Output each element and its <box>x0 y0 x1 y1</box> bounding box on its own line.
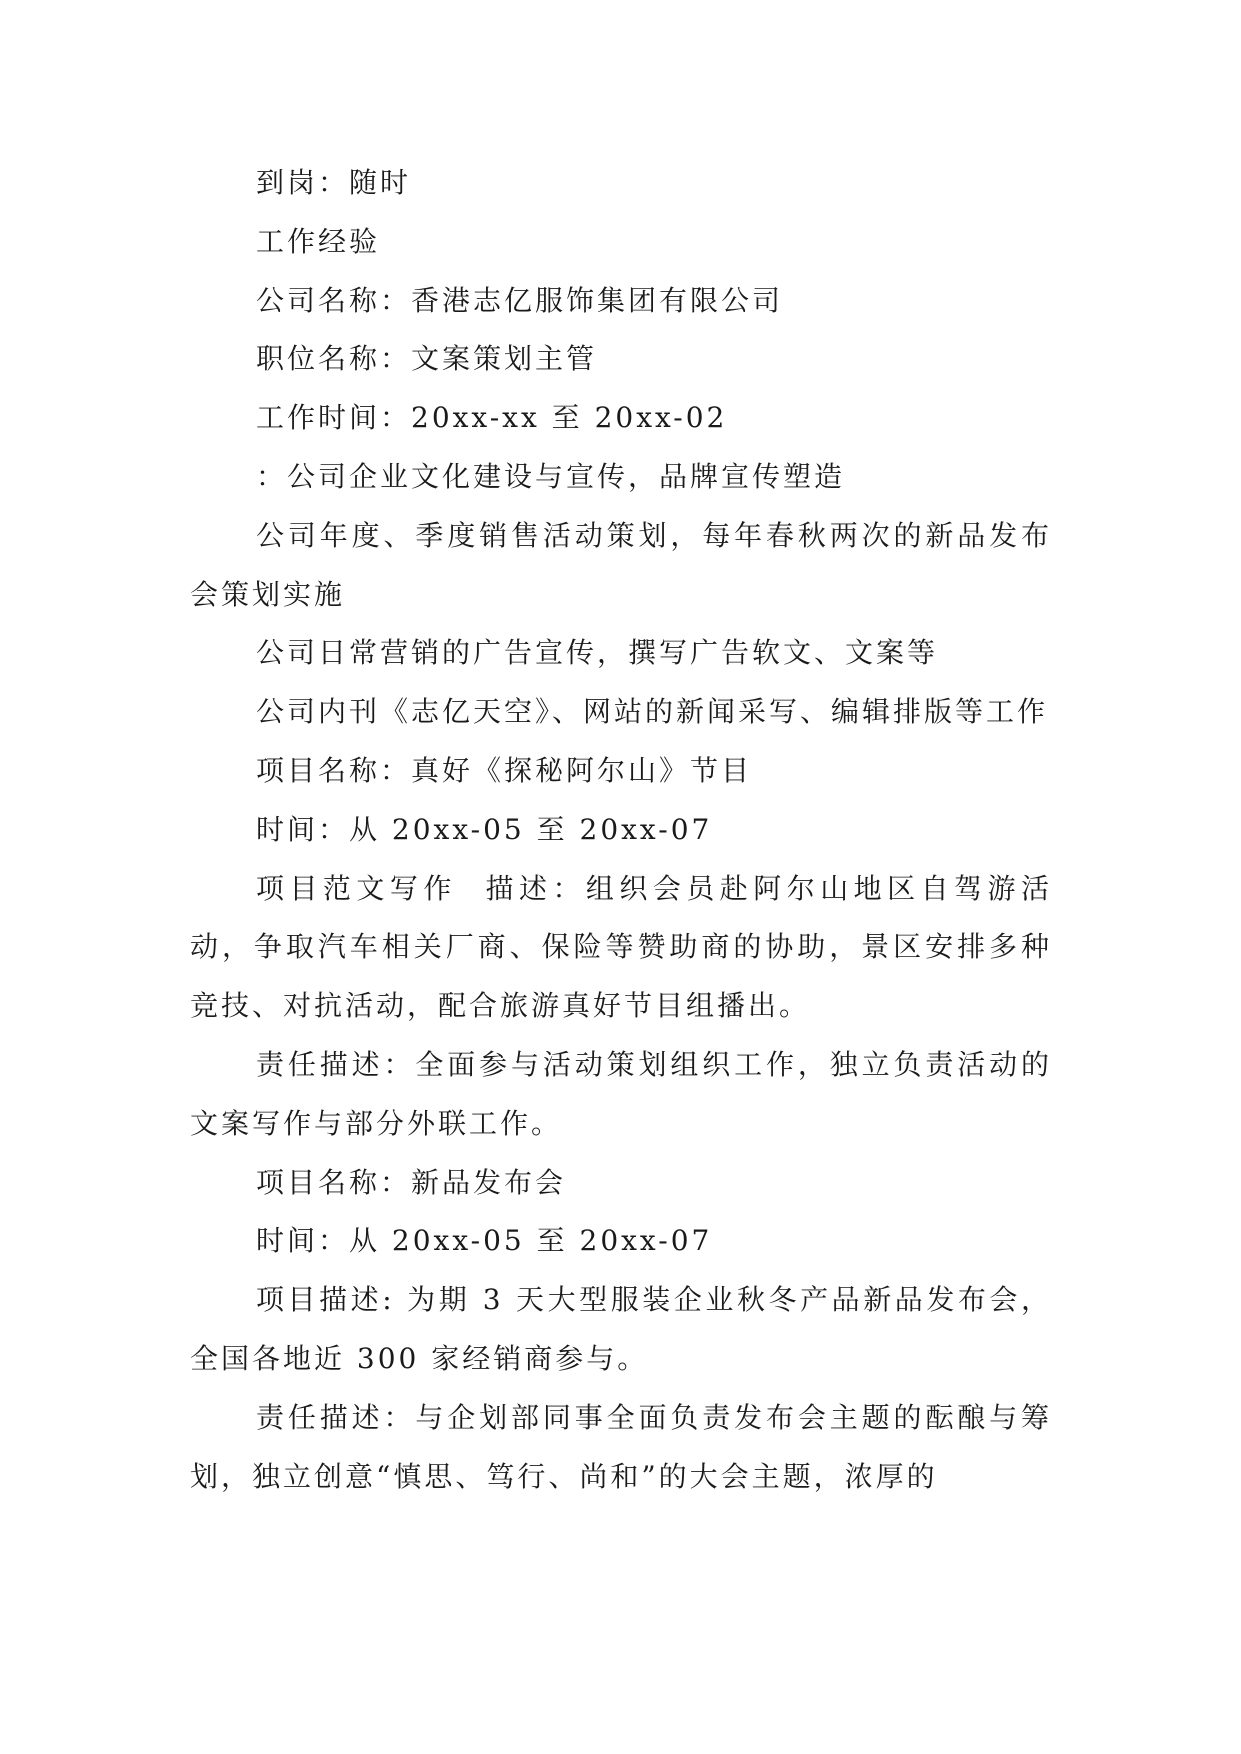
document-body <box>190 154 1052 1506</box>
paragraph-duty-newsletter: 公司内刊《志亿天空》、网站的新闻采写、编辑排版等工作 <box>256 695 1049 729</box>
paragraph-duty-culture: ：公司企业文化建设与宣传，品牌宣传塑造 <box>256 459 846 493</box>
paragraph-project1-name: 项目名称：真好《探秘阿尔山》节目 <box>256 753 753 787</box>
paragraph-project2-responsibility: 责任描述：与企划部同事全面负责发布会主题的酝酿与筹划，独立创意“慎思、笃行、尚和”的大会主题，浓厚的 <box>190 1400 1052 1493</box>
paragraph-project2-name: 项目名称：新品发布会 <box>256 1165 567 1199</box>
paragraph-project2-time: 时间：从 20xx-05 至 20xx-07 <box>256 1224 713 1258</box>
paragraph-duty-sales-events: 公司年度、季度销售活动策划，每年春秋两次的新品发布会策划实施 <box>190 518 1052 611</box>
paragraph-project1-time: 时间：从 20xx-05 至 20xx-07 <box>256 812 713 846</box>
paragraph-duty-advertising: 公司日常营销的广告宣传，撰写广告软文、文案等 <box>256 636 939 670</box>
paragraph-work-experience-heading: 工作经验 <box>256 224 381 258</box>
paragraph-position-name: 职位名称：文案策划主管 <box>256 342 598 376</box>
paragraph-work-period: 工作时间：20xx-xx 至 20xx-02 <box>256 401 728 435</box>
paragraph-project1-responsibility: 责任描述：全面参与活动策划组织工作，独立负责活动的文案写作与部分外联工作。 <box>190 1047 1052 1140</box>
paragraph-project1-description: 项目范文写作 描述：组织会员赴阿尔山地区自驾游活动，争取汽车相关厂商、保险等赞助商的协助，景区安排多种竞技、对抗活动，配合旅游真好节目组播出。 <box>190 871 1052 1023</box>
paragraph-arrival: 到岗：随时 <box>256 166 412 199</box>
paragraph-company-name: 公司名称：香港志亿服饰集团有限公司 <box>256 283 784 317</box>
paragraph-project2-description: 项目描述: 为期 3 天大型服装企业秋冬产品新品发布会，全国各地近 300 家经销商参与。 <box>190 1283 1052 1375</box>
